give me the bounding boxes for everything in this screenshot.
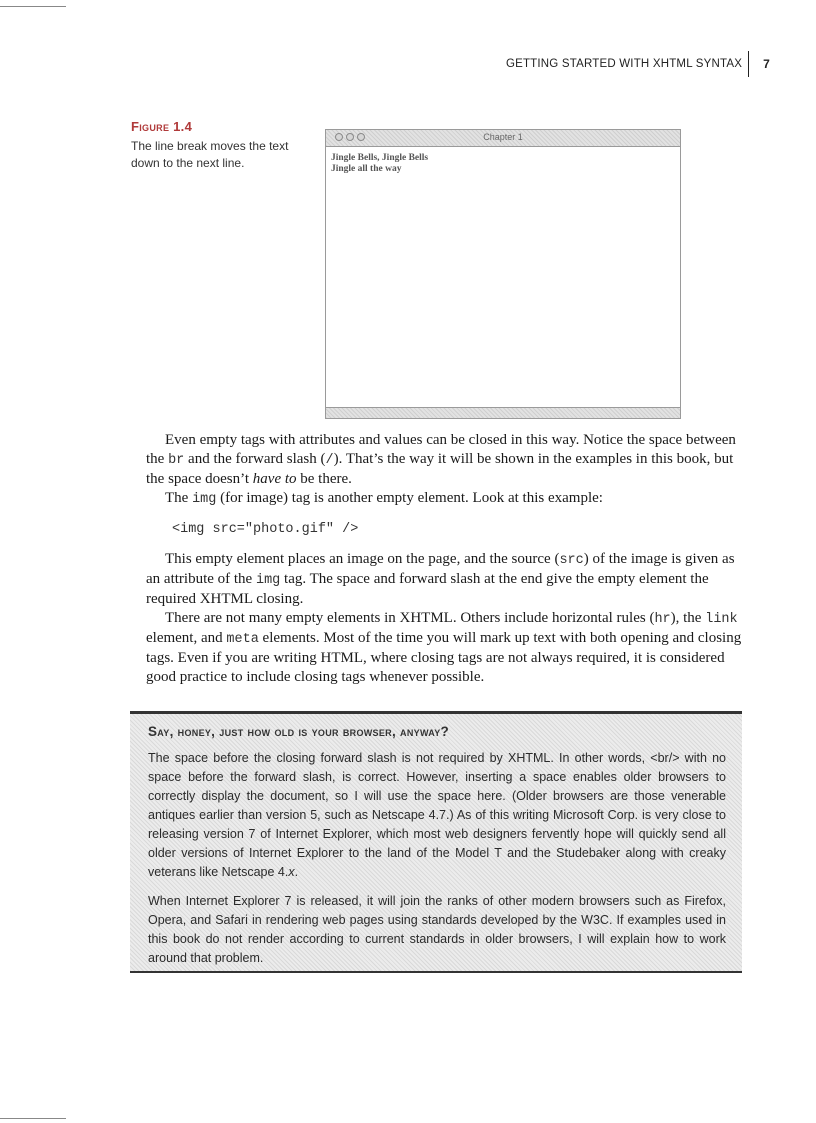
sidebar-paragraph-2: When Internet Explorer 7 is released, it will join the ranks of other modern browsers such as Firefox, Opera, and Safari in rendering web pages using standards developed by the W3C. If examples used in this book do not render according to current standards in older browsers, I will explain how to work around that problem. — [148, 894, 726, 965]
p1-text-a: Even empty tags with attributes and values can be closed in this way. Notice the space between the — [146, 432, 736, 467]
paragraph-4 — [146, 609, 742, 687]
p3-text-a: This empty element places an image on the page, and the source ( — [165, 551, 560, 567]
p4-text-c: element, and — [146, 630, 227, 646]
p2-code-img: img — [192, 492, 217, 507]
browser-window-title: Chapter 1 — [483, 132, 523, 142]
p1-text-c: ). That’s the way it will be shown in the examples in this book, but the space doesn’t — [146, 451, 734, 487]
figure-label: Figure 1.4 — [131, 119, 193, 134]
p1-code-slash: / — [325, 453, 334, 468]
p4-code-hr: hr — [654, 612, 671, 627]
sidebar-box — [130, 711, 742, 973]
p4-text-b: ), the — [670, 610, 706, 626]
p3-text-c: tag. The space and forward slash at the end give the empty element the required XHTML closing. — [146, 571, 709, 607]
sidebar-p1-end: . — [294, 865, 299, 879]
p4-code-meta: meta — [226, 632, 259, 647]
figure-caption — [131, 119, 291, 172]
p3-code-img: img — [255, 573, 281, 588]
code-example: <img src="photo.gif" /> — [172, 522, 359, 537]
paragraph-1 — [146, 431, 742, 489]
page-number: 7 — [763, 57, 770, 71]
p1-text-d: be there. — [296, 471, 352, 487]
figure-browser-screenshot — [325, 129, 681, 419]
p1-emphasis: have to — [252, 471, 297, 487]
figure-caption-text: The line break moves the text down to the next line. — [131, 139, 289, 170]
p1-text-b: and the forward slash ( — [184, 451, 326, 467]
browser-content — [326, 147, 680, 181]
p1-code-br: br — [168, 453, 185, 468]
p4-code-link: link — [705, 612, 738, 627]
browser-text-line-2: Jingle all the way — [331, 164, 402, 174]
crop-mark-top — [0, 6, 66, 7]
sidebar-title: Say, honey, just how old is your browser, anyway? — [148, 724, 450, 739]
running-head — [506, 52, 770, 76]
p4-text-d: elements. Most of the time you will mark up text with both opening and closing tags. Even if you are writing HTML, where closing tags are not always required, it is considered good practice to include closing tags whenever possible. — [146, 630, 742, 685]
browser-text-line-1: Jingle Bells, Jingle Bells — [331, 153, 429, 163]
sidebar-p1-text: The space before the closing forward slash is not required by XHTML. In other words, <br/> with no space before the forward slash, is correct. However, inserting a space enables older browsers to correctly display the document, so I will use the space here. (Older browsers are those venerable antiques earlier than version 5, such as Netscape 4.7.) As of this writing Microsoft Corp. is very close to releasing version 7 of Internet Explorer, which most web designers fervently hope will quickly send all older versions of Internet Explorer to the land of the Model T and the Studebaker along with creaky veterans like Netscape 4. — [148, 751, 726, 879]
running-head-divider — [748, 51, 749, 77]
body-text — [146, 431, 742, 687]
p3-code-src: src — [559, 553, 584, 568]
paragraph-2 — [146, 489, 742, 509]
p2-text-a: The — [165, 490, 193, 506]
p2-text-b: (for image) tag is another empty element. Look at this example: — [216, 490, 603, 506]
browser-statusbar — [326, 407, 680, 418]
paragraph-3 — [146, 550, 742, 609]
sidebar-p1-emphasis: x — [288, 865, 295, 879]
crop-mark-bottom — [0, 1118, 66, 1119]
running-head-title: GETTING STARTED WITH XHTML SYNTAX — [505, 58, 743, 70]
browser-titlebar — [326, 130, 680, 147]
p4-text-a: There are not many empty elements in XHTML. Others include horizontal rules ( — [165, 610, 655, 626]
p3-text-b: ) of the image is given as an attribute of the — [146, 551, 735, 587]
sidebar-paragraph-1 — [148, 749, 726, 882]
